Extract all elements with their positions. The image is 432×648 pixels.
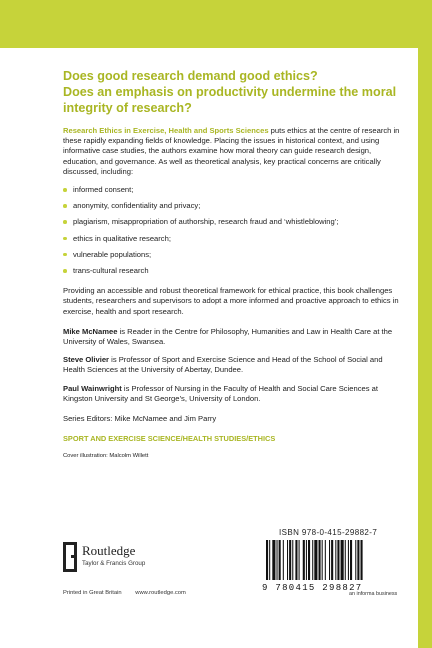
- list-item: informed consent;: [63, 185, 403, 195]
- author-name: Paul Wainwright: [63, 383, 122, 393]
- barcode-bar: [350, 540, 352, 580]
- barcode-bar: [279, 540, 281, 580]
- barcode-bar: [331, 540, 333, 580]
- barcode-bar: [314, 540, 317, 580]
- publisher-tagline: Taylor & Francis Group: [82, 560, 146, 567]
- printed-in: Printed in Great Britain: [63, 590, 122, 596]
- barcode-bar: [283, 540, 284, 580]
- barcode-bar: [269, 540, 270, 580]
- intro-paragraph: [63, 126, 403, 177]
- barcode-bar: [312, 540, 313, 580]
- bullet-icon: [63, 204, 67, 208]
- headline-2: Does an emphasis on productivity undermine the moral integrity of research?: [63, 85, 397, 115]
- barcode-bar: [277, 540, 278, 580]
- barcode-bar: [287, 540, 288, 580]
- spine-band: [418, 0, 432, 648]
- barcode-bar: [308, 540, 310, 580]
- bullet-icon: [63, 253, 67, 257]
- author-name: Steve Olivier: [63, 355, 110, 365]
- author-bio: Paul Wainwright is Professor of Nursing in the Faculty of Health and Social Care Sciences at Kingston University and St George’s, University of London.: [63, 383, 378, 403]
- print-info: [63, 590, 198, 596]
- list-item: trans-cultural research: [63, 266, 403, 276]
- barcode: [262, 540, 402, 580]
- barcode-bar: [355, 540, 356, 580]
- bullet-icon: [63, 269, 67, 273]
- barcode-number: 9 780415 298827: [262, 583, 363, 593]
- publisher-website: www.routledge.com: [135, 590, 186, 596]
- barcode-bar: [329, 540, 330, 580]
- intro-text: puts ethics at the centre of research in these rapidly expanding fields of knowledge. Placing the issues in historical context, and using informative case studies, the authors examine how moral theory can guide research design, education, and governance. As well as theoretical analysis, key practical concerns are critically discussed, including:: [63, 126, 400, 176]
- list-item: anonymity, confidentiality and privacy;: [63, 201, 403, 211]
- informa-tagline: an informa business: [349, 591, 398, 597]
- author-bio: Steve Olivier is Professor of Sport and Exercise Science and Head of the School of Social and Health Sciences at the University of Abertay, Dundee.: [63, 355, 383, 375]
- bullet-icon: [63, 220, 67, 224]
- barcode-bar: [272, 540, 275, 580]
- barcode-bar: [322, 540, 323, 580]
- publisher-logo: [63, 536, 213, 586]
- barcode-bar: [303, 540, 305, 580]
- series-editors: Series Editors: Mike McNamee and Jim Parry: [63, 414, 217, 424]
- barcode-bar: [341, 540, 344, 580]
- headline-block: [63, 68, 403, 116]
- barcode-bar: [345, 540, 346, 580]
- barcode-bar: [295, 540, 297, 580]
- cover-illustration-credit: Cover illustration: Malcolm Willett: [63, 453, 149, 460]
- barcode-bar: [348, 540, 349, 580]
- barcode-bar: [325, 540, 326, 580]
- subject-category: SPORT AND EXERCISE SCIENCE/HEALTH STUDIES/ETHICS: [63, 434, 276, 444]
- isbn-text: ISBN 978-0-415-29882-7: [279, 528, 378, 537]
- list-item: vulnerable populations;: [63, 250, 403, 260]
- barcode-bar: [289, 540, 291, 580]
- barcode-bar: [319, 540, 321, 580]
- barcode-bar: [266, 540, 268, 580]
- barcode-bar: [361, 540, 363, 580]
- bullet-icon: [63, 237, 67, 241]
- concerns-list: [63, 185, 403, 276]
- author-name: Mike McNamee: [63, 326, 118, 336]
- barcode-bar: [306, 540, 307, 580]
- barcode-bar: [299, 540, 300, 580]
- barcode-bar: [292, 540, 293, 580]
- publisher-name: Routledge: [82, 543, 136, 558]
- bullet-icon: [63, 188, 67, 192]
- list-item: plagiarism, misappropriation of authorship, research fraud and ‘whistleblowing’;: [63, 217, 403, 227]
- closing-paragraph: Providing an accessible and robust theoretical framework for ethical practice, this book challenges students, researchers and supervisors to adopt a more informed and proactive approach to ethics in exercise, health and sport research.: [63, 286, 399, 316]
- author-bio: Mike McNamee is Reader in the Centre for Philosophy, Humanities and Law in Health Care at the University of Wales, Swansea.: [63, 326, 393, 347]
- barcode-bar: [335, 540, 336, 580]
- book-title: Research Ethics in Exercise, Health and Sports Sciences: [63, 126, 269, 135]
- back-cover-content: [63, 68, 403, 459]
- list-item: ethics in qualitative research;: [63, 234, 403, 244]
- barcode-bar: [357, 540, 359, 580]
- headline-1: Does good research demand good ethics?: [63, 69, 318, 83]
- barcode-bar: [337, 540, 339, 580]
- routledge-logo-icon: [63, 542, 77, 572]
- top-color-band: [0, 0, 418, 48]
